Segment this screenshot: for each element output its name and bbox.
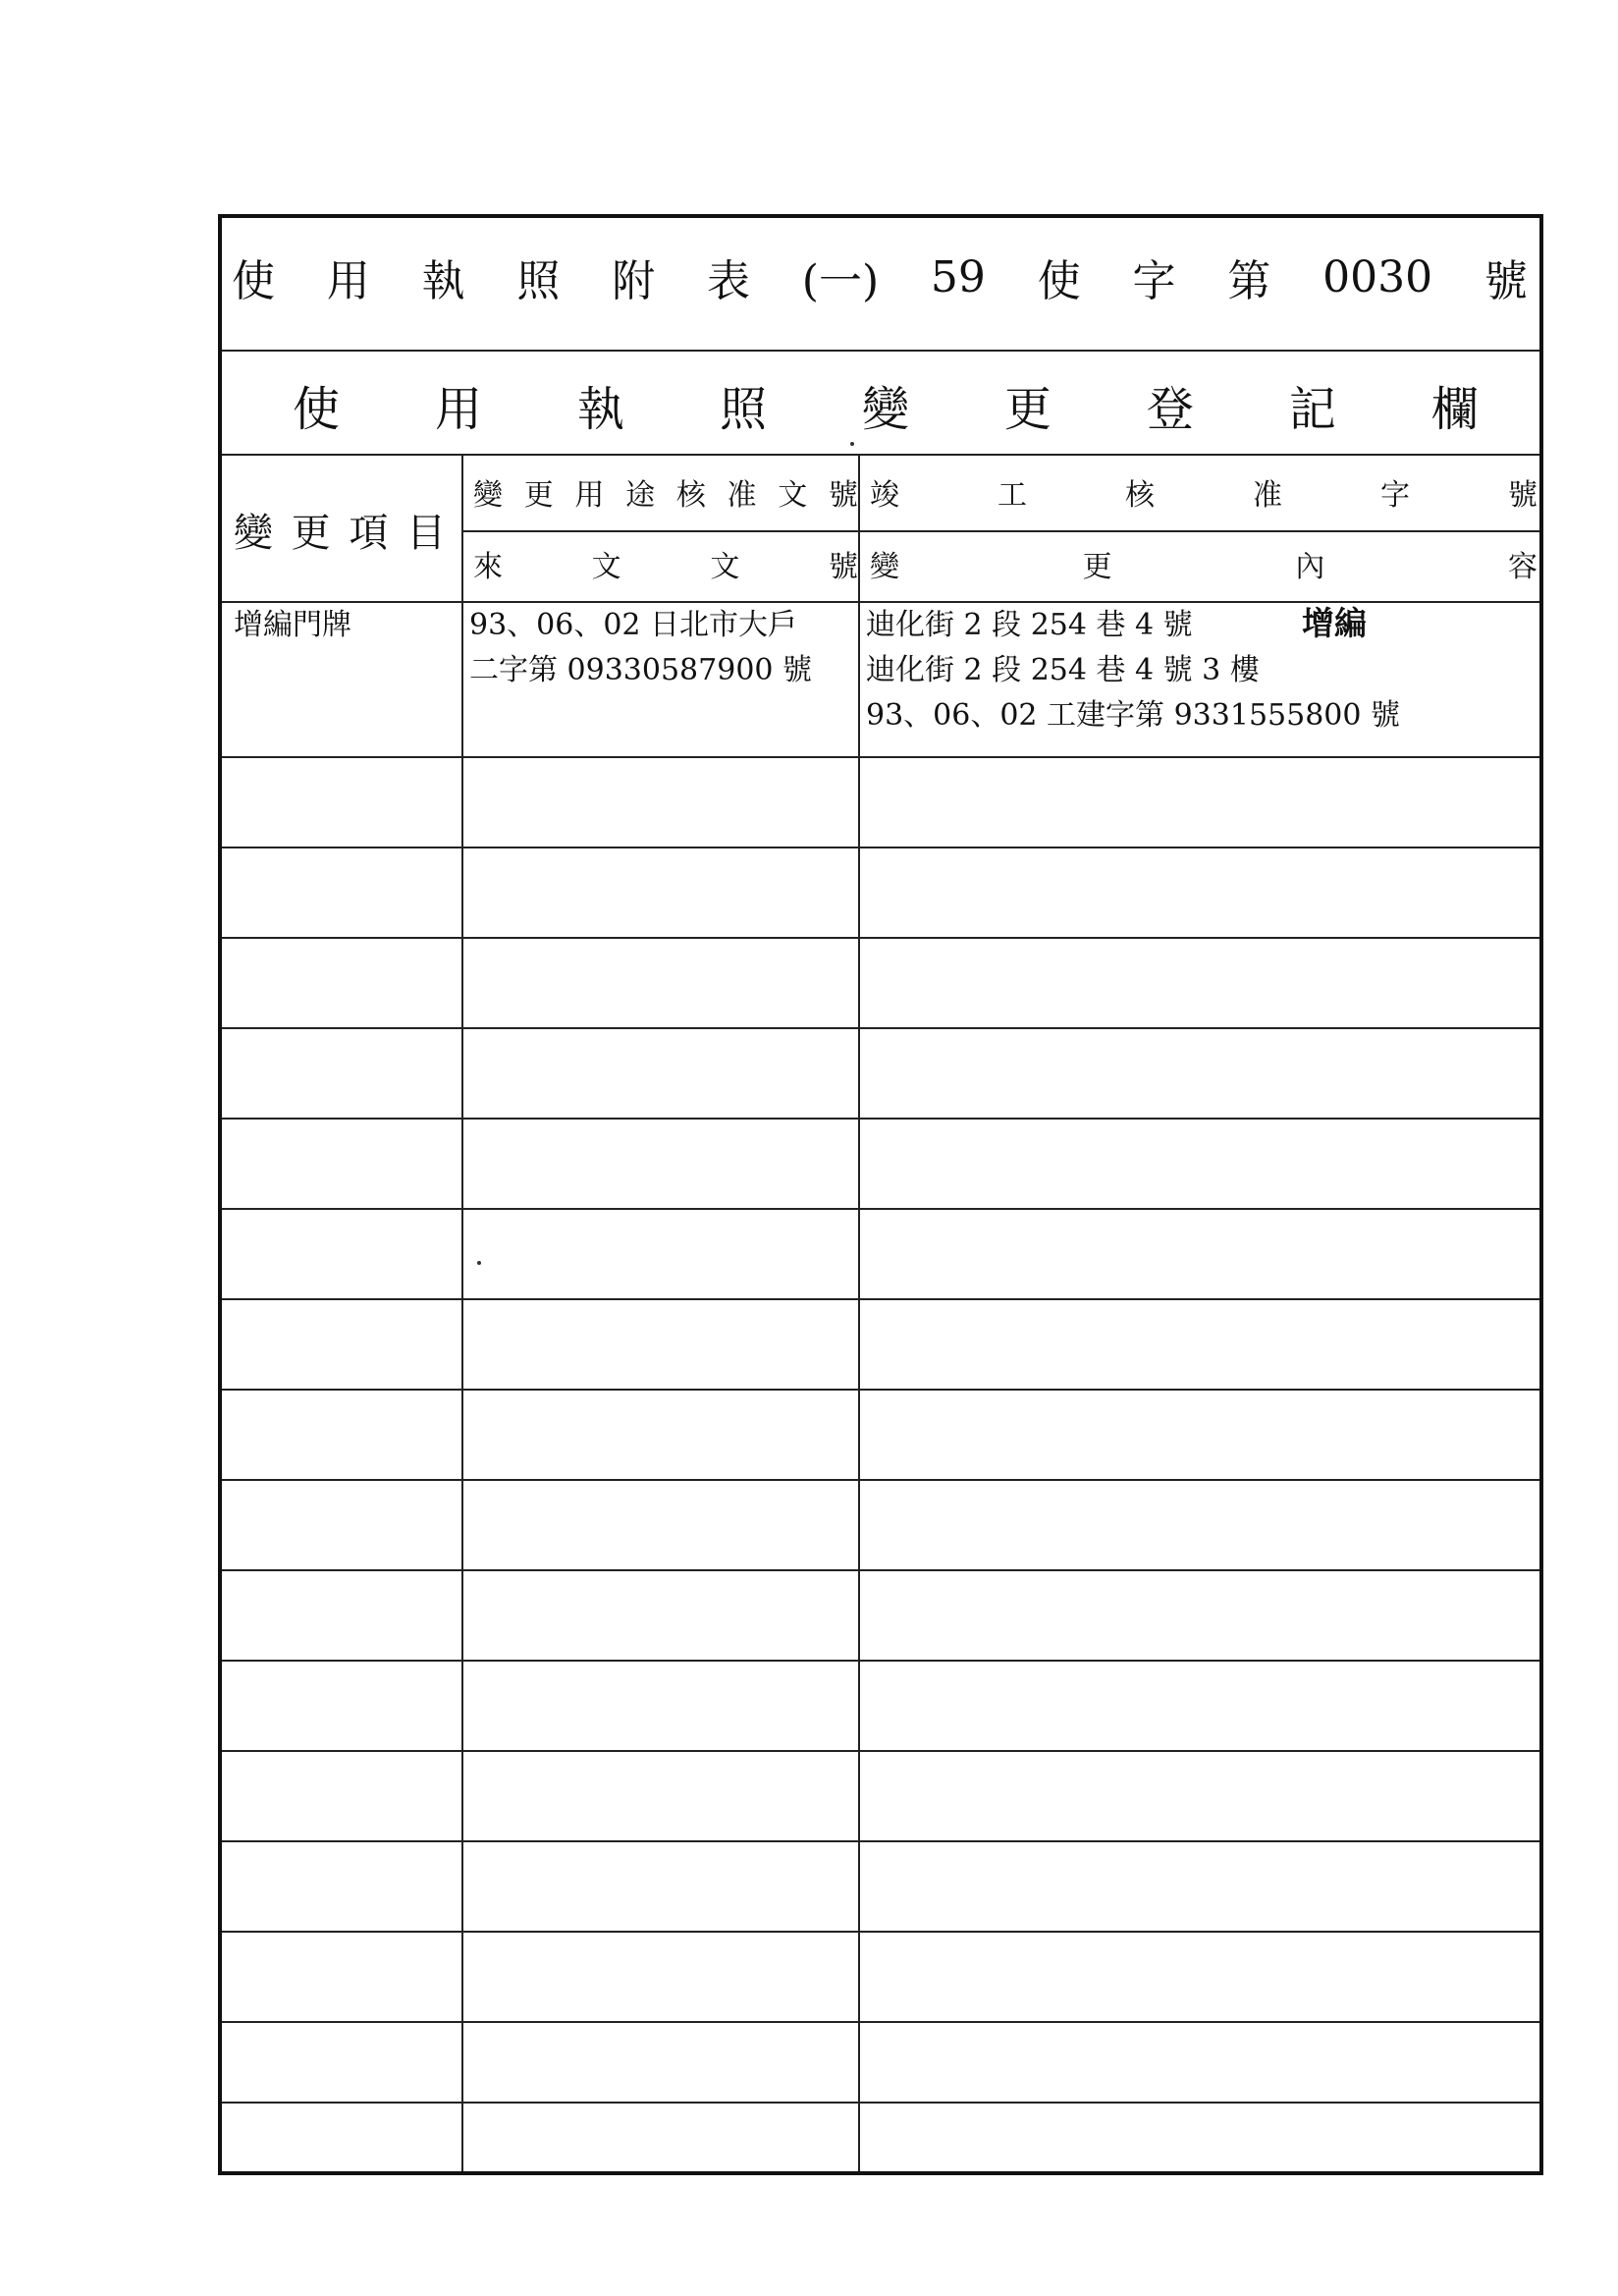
entry-doc-line: 二字第 09330587900 號 [469,653,813,687]
subtitle-char: 照 [719,381,767,437]
registration-form [218,214,1543,2175]
subtitle-char: 登 [1146,381,1194,437]
subtitle-char: 欄 [1430,381,1479,437]
title-serial-number: 0030 [1322,251,1433,302]
subtitle-char: 用 [434,381,482,437]
header-approval-doc: 變 更 用 途 核 准 文 號 [473,478,858,513]
title-char: 執 [421,256,465,306]
title-char: 字 [1132,256,1176,306]
subtitle-char: 使 [293,381,341,437]
title-char: (一) [801,256,880,306]
title-char: 表 [706,256,750,306]
title-char: 號 [1483,256,1528,306]
entry-content-line: 迪化街 2 段 254 巷 4 號 [866,608,1193,642]
form-title [232,246,1528,308]
title-char: 照 [516,256,561,306]
header-change-item: 變 更 項 目 [234,510,446,556]
title-char: 第 [1227,256,1271,306]
title-char: 使 [1037,256,1081,306]
entry-content-mark: 增編 [1302,604,1367,642]
header-completion-no: 竣 工 核 准 字 號 [870,478,1537,513]
entry-doc-line: 93、06、02 日北市大戶 [469,608,798,642]
subtitle-char: 更 [1003,381,1052,437]
title-char: 附 [612,256,656,306]
header-change-content: 變 更 內 容 [870,550,1537,584]
section-title [293,373,1479,436]
header-incoming-doc: 來 文 文 號 [473,550,858,584]
entry-change-item: 增編門牌 [234,608,351,642]
subtitle-char: 執 [576,381,624,437]
entry-content-line: 93、06、02 工建字第 9331555800 號 [866,698,1400,733]
subtitle-char: 變 [861,381,909,437]
subtitle-char: 記 [1288,381,1336,437]
title-char: 用 [326,256,370,306]
entry-content-line: 迪化街 2 段 254 巷 4 號 3 樓 [866,653,1260,687]
title-number: 59 [930,251,986,302]
title-char: 使 [232,256,275,306]
